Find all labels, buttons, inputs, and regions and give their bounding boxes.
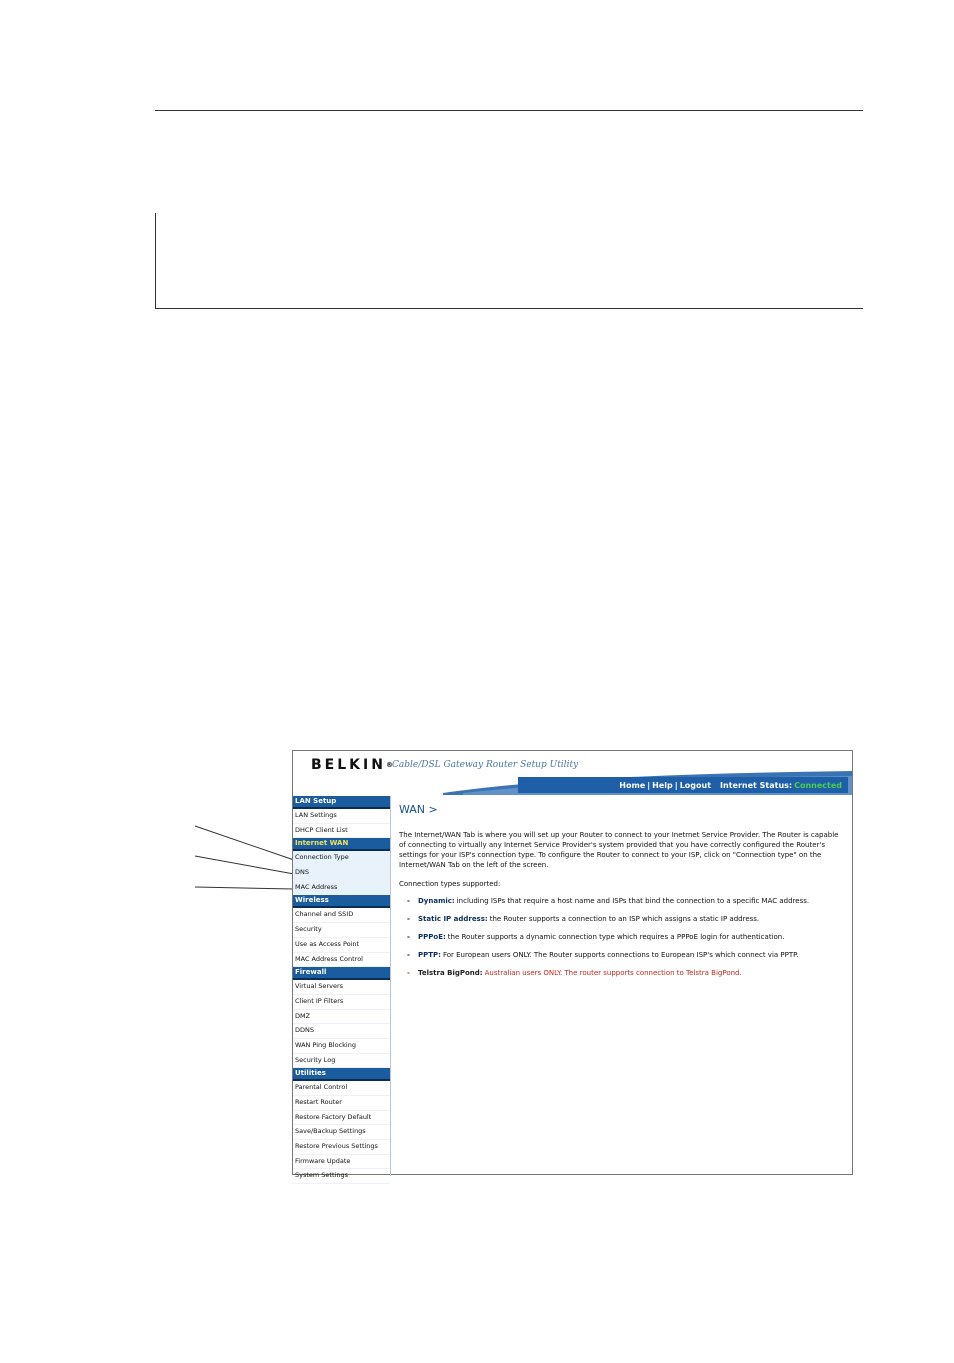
belkin-logo: BELKIN® [311,757,393,773]
sidebar-item-mac-address[interactable]: MAC Address [293,881,390,896]
sidebar-item-security-log[interactable]: Security Log [293,1054,390,1069]
main-content [399,803,844,986]
sidebar-section-wireless[interactable]: Wireless [293,895,390,908]
home-link[interactable]: Home [619,780,646,790]
sidebar-item-wan-ping-blocking[interactable]: WAN Ping Blocking [293,1039,390,1054]
sidebar-item-channel-and-ssid[interactable]: Channel and SSID [293,908,390,923]
router-ui-screenshot [292,750,853,1180]
callout-line-connection-type [195,826,294,860]
connection-type-pppoe: - PPPoE: the Router supports a dynamic connection type which requires a PPPoE login for authentication. [407,933,785,941]
sidebar-item-mac-address-control[interactable]: MAC Address Control [293,953,390,968]
sidebar-item-restore-previous-settings[interactable]: Restore Previous Settings [293,1140,390,1155]
connection-type-dynamic: - Dynamic: including ISPs that require a host name and ISPs that bind the connection to a specific MAC address. [407,897,810,905]
router-header [293,751,852,795]
sidebar-item-lan-settings[interactable]: LAN Settings [293,809,390,824]
page-title: WAN > [399,803,438,816]
sidebar-item-dmz[interactable]: DMZ [293,1010,390,1025]
sidebar-section-utilities[interactable]: Utilities [293,1068,390,1081]
callout-line-mac-address [195,887,294,889]
utility-tagline: Cable/DSL Gateway Router Setup Utility [392,760,579,770]
sidebar-section-firewall[interactable]: Firewall [293,967,390,980]
top-nav-bar: Home | Help | Logout Internet Status: Connected [518,777,848,793]
sidebar-item-ddns[interactable]: DDNS [293,1024,390,1039]
sidebar-item-security[interactable]: Security [293,923,390,938]
sidebar-item-virtual-servers[interactable]: Virtual Servers [293,980,390,995]
sidebar-item-use-as-access-point[interactable]: Use as Access Point [293,938,390,953]
sidebar-item-parental-control[interactable]: Parental Control [293,1081,390,1096]
help-link[interactable]: Help [652,780,673,790]
connection-type-pptp: - PPTP: For European users ONLY. The Router supports connections to European ISP's which connect via PPTP. [407,951,799,959]
sidebar-item-dns[interactable]: DNS [293,866,390,881]
sidebar-item-save-backup-settings[interactable]: Save/Backup Settings [293,1125,390,1140]
sidebar-item-system-settings[interactable]: System Settings [293,1169,390,1184]
internet-status-label: Internet Status: [720,780,793,790]
sidebar-nav [293,796,391,1180]
connection-types-heading: Connection types supported: [399,880,501,888]
sidebar-section-internet-wan[interactable]: Internet WAN [293,838,390,851]
sidebar-item-firmware-update[interactable]: Firmware Update [293,1155,390,1170]
wan-intro-text: The Internet/WAN Tab is where you will set up your Router to connect to your Inetrnet Service Provider. The Router is capable of connecting to virtually any Internet Service Provider's system provided that you have correctly configured the Router's settings for your ISP's connection type. To configure the Router to connect to your ISP, click on "Connection type" on the Internet/WAN Tab on the left of the screen. [399,831,839,869]
sidebar-item-restart-router[interactable]: Restart Router [293,1096,390,1111]
connection-type-telstra-bigpond: - Telstra BigPond: Australian users ONLY. The router supports connection to Telstra BigPond. [407,969,742,977]
sidebar-item-dhcp-client-list[interactable]: DHCP Client List [293,824,390,839]
internet-status-value: Connected [794,780,842,790]
sidebar-item-connection-type[interactable]: Connection Type [293,851,390,866]
logout-link[interactable]: Logout [679,780,712,790]
sidebar-item-client-ip-filters[interactable]: Client IP Filters [293,995,390,1010]
connection-type-static-ip: - Static IP address: the Router supports a connection to an ISP which assigns a static IP address. [407,915,760,923]
sidebar-item-restore-factory-default[interactable]: Restore Factory Default [293,1111,390,1126]
sidebar-section-lan-setup[interactable]: LAN Setup [293,796,390,809]
callout-line-dns [195,856,294,874]
